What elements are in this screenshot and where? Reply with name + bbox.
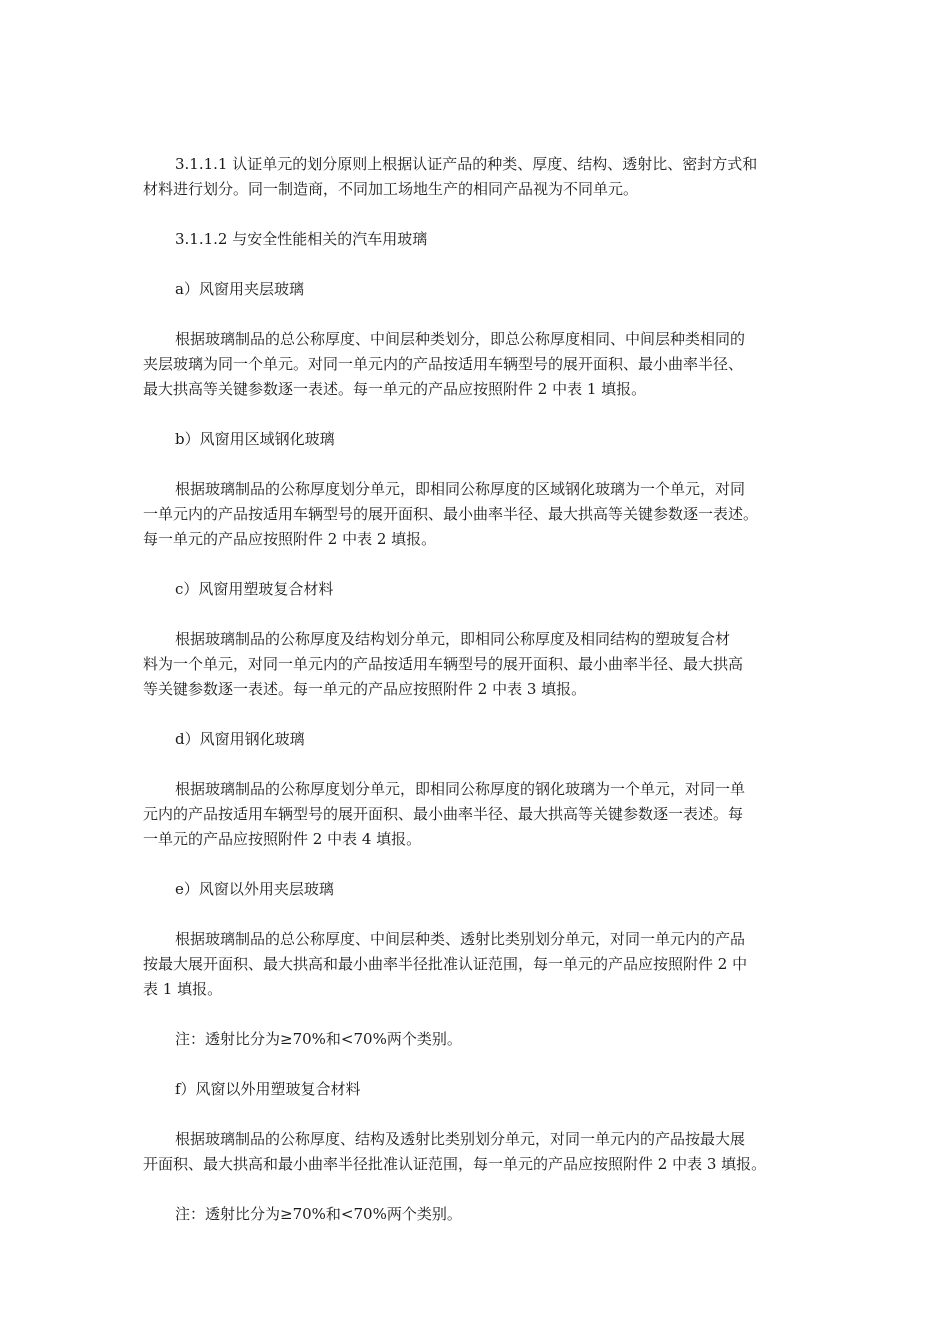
text-line: 根据玻璃制品的总公称厚度、中间层种类、透射比类别划分单元，对同一单元内的产品 xyxy=(175,930,746,948)
paragraph-gap xyxy=(143,1102,815,1127)
text-line: 注：透射比分为≥70%和<70%两个类别。 xyxy=(175,1030,462,1048)
paragraph-gap xyxy=(143,702,815,727)
paragraph-gap xyxy=(143,1002,815,1027)
text-line: b）风窗用区域钢化玻璃 xyxy=(175,430,335,448)
text-line: 一单元内的产品按适用车辆型号的展开面积、最小曲率半径、最大拱高等关键参数逐一表述。 xyxy=(143,505,759,523)
paragraph xyxy=(143,877,815,902)
paragraph-gap xyxy=(143,752,815,777)
paragraph xyxy=(143,777,815,852)
text-line: f）风窗以外用塑玻复合材料 xyxy=(175,1080,361,1098)
paragraph xyxy=(143,1077,815,1102)
paragraph-gap xyxy=(143,852,815,877)
paragraph xyxy=(143,1027,815,1052)
paragraph xyxy=(143,477,815,552)
text-line: 3.1.1.2 与安全性能相关的汽车用玻璃 xyxy=(175,230,428,248)
paragraph xyxy=(143,152,815,202)
text-line: 根据玻璃制品的公称厚度、结构及透射比类别划分单元，对同一单元内的产品按最大展 xyxy=(175,1130,746,1148)
text-line: 按最大展开面积、最大拱高和最小曲率半径批准认证范围，每一单元的产品应按照附件 2 中 xyxy=(143,955,748,973)
paragraph-gap xyxy=(143,252,815,277)
document-body xyxy=(143,152,815,1227)
paragraph xyxy=(143,627,815,702)
paragraph xyxy=(143,927,815,1002)
paragraph xyxy=(143,1202,815,1227)
text-line: 每一单元的产品应按照附件 2 中表 2 填报。 xyxy=(143,530,437,548)
text-line: 开面积、最大拱高和最小曲率半径批准认证范围，每一单元的产品应按照附件 2 中表 3 填报。 xyxy=(143,1155,767,1173)
paragraph-gap xyxy=(143,552,815,577)
text-line: 注：透射比分为≥70%和<70%两个类别。 xyxy=(175,1205,462,1223)
text-line: 根据玻璃制品的总公称厚度、中间层种类划分，即总公称厚度相同、中间层种类相同的 xyxy=(175,330,746,348)
text-line: e）风窗以外用夹层玻璃 xyxy=(175,880,334,898)
text-line: 料为一个单元，对同一单元内的产品按适用车辆型号的展开面积、最小曲率半径、最大拱高 xyxy=(143,655,744,673)
paragraph-gap xyxy=(143,1052,815,1077)
paragraph-gap xyxy=(143,602,815,627)
paragraph xyxy=(143,1127,815,1177)
text-line: 根据玻璃制品的公称厚度及结构划分单元，即相同公称厚度及相同结构的塑玻复合材 xyxy=(175,630,731,648)
text-line: 夹层玻璃为同一个单元。对同一单元内的产品按适用车辆型号的展开面积、最小曲率半径、 xyxy=(143,355,744,373)
paragraph xyxy=(143,427,815,452)
paragraph xyxy=(143,227,815,252)
text-line: 材料进行划分。同一制造商，不同加工场地生产的相同产品视为不同单元。 xyxy=(143,180,639,198)
text-line: 根据玻璃制品的公称厚度划分单元，即相同公称厚度的区域钢化玻璃为一个单元，对同 xyxy=(175,480,746,498)
paragraph-gap xyxy=(143,902,815,927)
paragraph-gap xyxy=(143,1177,815,1202)
text-line: 根据玻璃制品的公称厚度划分单元，即相同公称厚度的钢化玻璃为一个单元，对同一单 xyxy=(175,780,746,798)
paragraph xyxy=(143,277,815,302)
paragraph-gap xyxy=(143,452,815,477)
paragraph xyxy=(143,327,815,402)
paragraph xyxy=(143,727,815,752)
text-line: 3.1.1.1 认证单元的划分原则上根据认证产品的种类、厚度、结构、透射比、密封方式和 xyxy=(175,155,758,173)
text-line: a）风窗用夹层玻璃 xyxy=(175,280,304,298)
text-line: 最大拱高等关键参数逐一表述。每一单元的产品应按照附件 2 中表 1 填报。 xyxy=(143,380,647,398)
text-line: c）风窗用塑玻复合材料 xyxy=(175,580,334,598)
text-line: d）风窗用钢化玻璃 xyxy=(175,730,305,748)
paragraph xyxy=(143,577,815,602)
paragraph-gap xyxy=(143,402,815,427)
paragraph-gap xyxy=(143,302,815,327)
text-line: 元内的产品按适用车辆型号的展开面积、最小曲率半径、最大拱高等关键参数逐一表述。每 xyxy=(143,805,744,823)
text-line: 表 1 填报。 xyxy=(143,980,223,998)
paragraph-gap xyxy=(143,202,815,227)
text-line: 一单元的产品应按照附件 2 中表 4 填报。 xyxy=(143,830,422,848)
text-line: 等关键参数逐一表述。每一单元的产品应按照附件 2 中表 3 填报。 xyxy=(143,680,587,698)
